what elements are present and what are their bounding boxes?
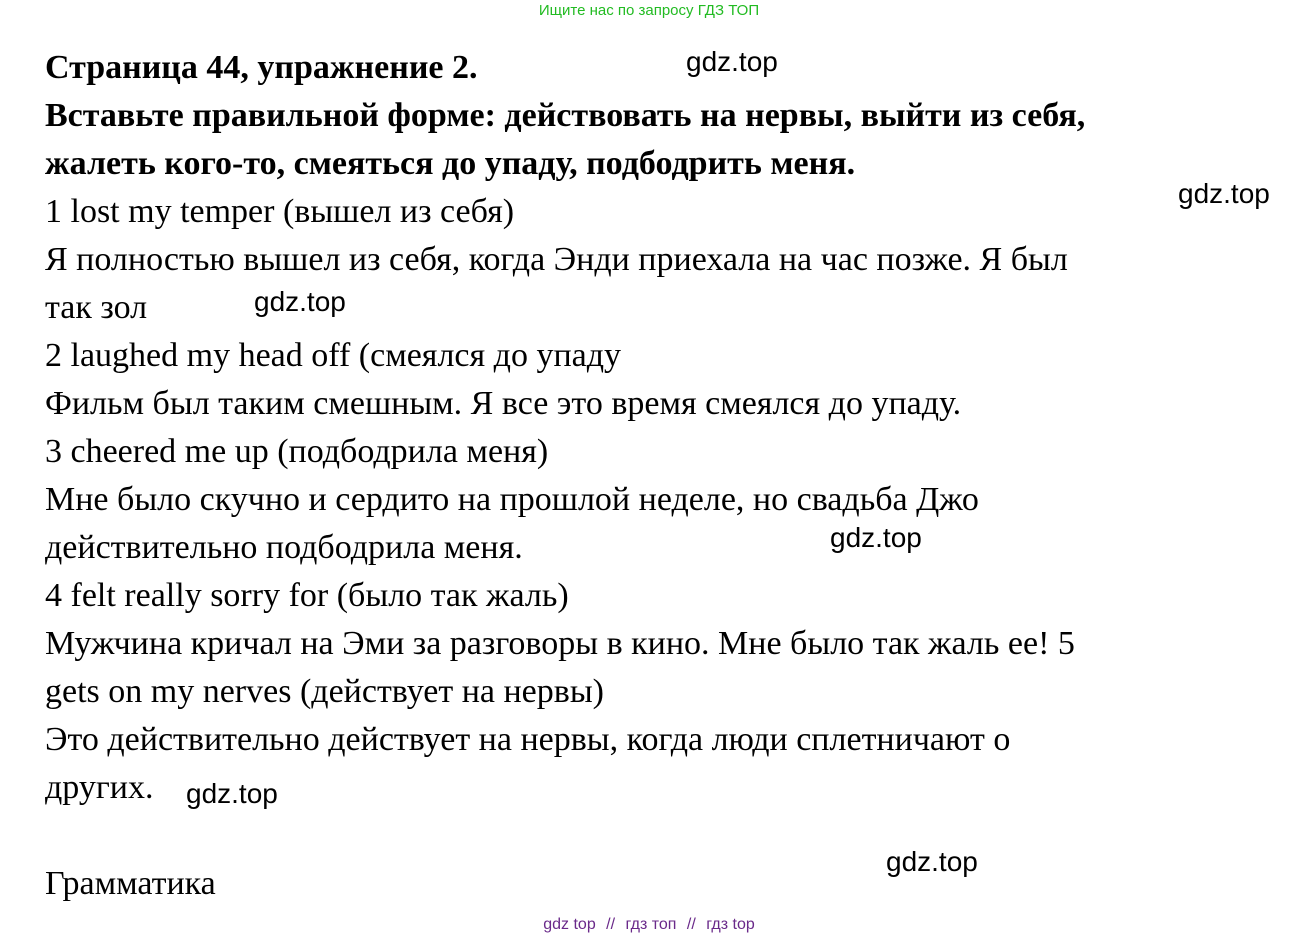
bottom-links [0,914,1298,936]
answer-1-sentence-line-2: так зол [45,289,148,326]
answer-3-sentence-line-2: действительно подбодрила меня. [45,529,523,566]
answer-3-phrase: 3 cheered me up (подбодрила меня) [45,433,549,470]
watermark: gdz.top [886,846,978,877]
answer-5-sentence-line-1: Это действительно действует на нервы, когда люди сплетничают о [45,721,1011,758]
answer-1-phrase: 1 lost my temper (вышел из себя) [45,193,515,230]
answer-3-sentence-line-1: Мне было скучно и сердито на прошлой неделе, но свадьба Джо [45,481,979,518]
watermark: gdz.top [686,46,778,77]
link-gdz-top[interactable]: gdz top [543,916,596,933]
top-banner: Ищите нас по запросу ГДЗ ТОП [538,2,760,19]
watermark: gdz.top [186,778,278,809]
watermark: gdz.top [1178,178,1270,209]
link-gdz-top-mixed[interactable]: гдз top [706,916,755,933]
link-separator: // [686,916,696,933]
link-separator: // [606,916,616,933]
task-instruction-line-1: Вставьте правильной форме: действовать на нервы, выйти из себя, [45,97,1086,134]
section-heading-grammar: Грамматика [45,865,216,902]
exercise-title: Страница 44, упражнение 2. [45,49,478,86]
answer-2-phrase: 2 laughed my head off (смеялся до упаду [45,337,622,374]
answer-1-sentence-line-1: Я полностью вышел из себя, когда Энди приехала на час позже. Я был [45,241,1068,278]
task-instruction-line-2: жалеть кого-то, смеяться до упаду, подбодрить меня. [45,145,856,182]
answer-4-phrase: 4 felt really sorry for (было так жаль) [45,577,569,614]
watermark: gdz.top [830,522,922,553]
watermark: gdz.top [254,286,346,317]
answer-2-sentence: Фильм был таким смешным. Я все это время смеялся до упаду. [45,385,962,422]
answer-5-sentence-line-2: других. [45,769,154,806]
answer-4-sentence: Мужчина кричал на Эми за разговоры в кино. Мне было так жаль ее! 5 [45,625,1075,662]
spacer [45,812,1275,860]
link-gdz-top-ru[interactable]: гдз топ [625,916,677,933]
answer-5-phrase: gets on my nerves (действует на нервы) [45,673,604,710]
